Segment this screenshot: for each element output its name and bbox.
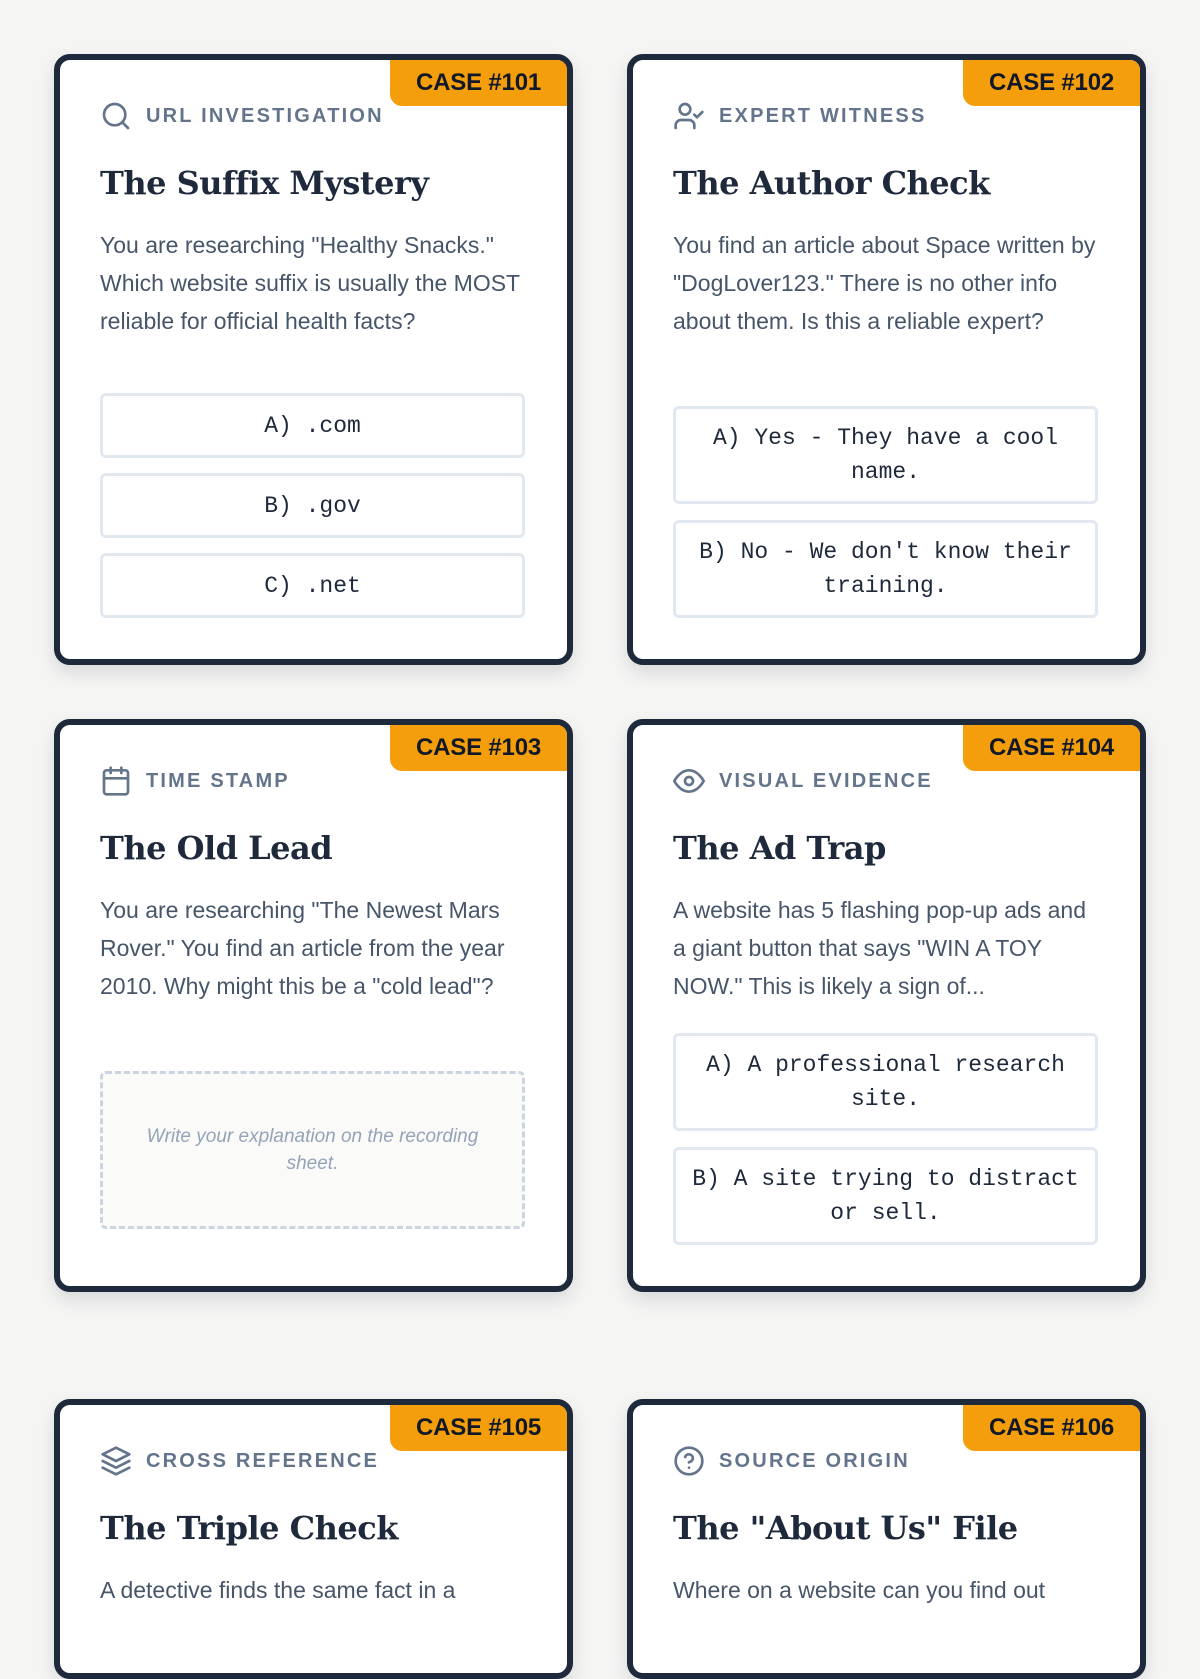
answer-option-b[interactable]: B) A site trying to distract or sell. (673, 1147, 1098, 1245)
case-category (100, 100, 384, 132)
case-question: You find an article about Space written by "DogLover123." There is no other info about them. Is this a reliable expert? (673, 232, 1096, 334)
case-card-103 (54, 719, 573, 1292)
answer-option-b[interactable]: B) .gov (100, 473, 525, 538)
case-category-label: SOURCE ORIGIN (719, 1449, 910, 1472)
case-category (673, 1445, 910, 1477)
explanation-answer-box[interactable]: Write your explanation on the recording sheet. (100, 1071, 525, 1229)
case-category (100, 765, 290, 797)
case-card-105 (54, 1399, 573, 1679)
case-title: The Ad Trap (673, 829, 886, 867)
case-title: The Triple Check (100, 1509, 398, 1547)
case-category (673, 765, 933, 797)
case-title: The "About Us" File (673, 1509, 1018, 1547)
case-badge: CASE #104 (963, 725, 1140, 771)
case-category-label: VISUAL EVIDENCE (719, 769, 933, 792)
eye-icon (673, 765, 705, 797)
calendar-icon (100, 765, 132, 797)
case-question: Where on a website can you find out (673, 1577, 1046, 1603)
case-badge: CASE #106 (963, 1405, 1140, 1451)
case-question: A website has 5 flashing pop-up ads and a giant button that says "WIN A TOY NOW." This is likely a sign of... (673, 897, 1087, 999)
case-category (100, 1445, 379, 1477)
case-category-label: URL INVESTIGATION (146, 104, 384, 127)
case-title: The Suffix Mystery (100, 164, 429, 202)
answer-option-a[interactable]: A) Yes - They have a cool name. (673, 406, 1098, 504)
case-card-102 (627, 54, 1146, 665)
layers-icon (100, 1445, 132, 1477)
user-check-icon (673, 100, 705, 132)
case-category-label: CROSS REFERENCE (146, 1449, 380, 1472)
case-question: You are researching "The Newest Mars Rover." You find an article from the year 2010. Why might this be a "cold lead"? (100, 897, 505, 999)
case-category-label: TIME STAMP (146, 769, 290, 792)
case-category-label: EXPERT WITNESS (719, 104, 927, 127)
answer-option-a[interactable]: A) .com (100, 393, 525, 458)
case-badge: CASE #105 (390, 1405, 567, 1451)
case-badge: CASE #101 (390, 60, 567, 106)
case-title: The Old Lead (100, 829, 333, 867)
case-question: A detective finds the same fact in a (100, 1577, 456, 1603)
help-circle-icon (673, 1445, 705, 1477)
case-title: The Author Check (673, 164, 990, 202)
answer-option-a[interactable]: A) A professional research site. (673, 1033, 1098, 1131)
case-card-104 (627, 719, 1146, 1292)
case-card-101 (54, 54, 573, 665)
search-icon (100, 100, 132, 132)
case-badge: CASE #103 (390, 725, 567, 771)
case-card-106 (627, 1399, 1146, 1679)
case-badge: CASE #102 (963, 60, 1140, 106)
case-question: You are researching "Healthy Snacks." Which website suffix is usually the MOST reliable for official health facts? (100, 232, 520, 334)
answer-option-b[interactable]: B) No - We don't know their training. (673, 520, 1098, 618)
case-category (673, 100, 927, 132)
answer-option-c[interactable]: C) .net (100, 553, 525, 618)
